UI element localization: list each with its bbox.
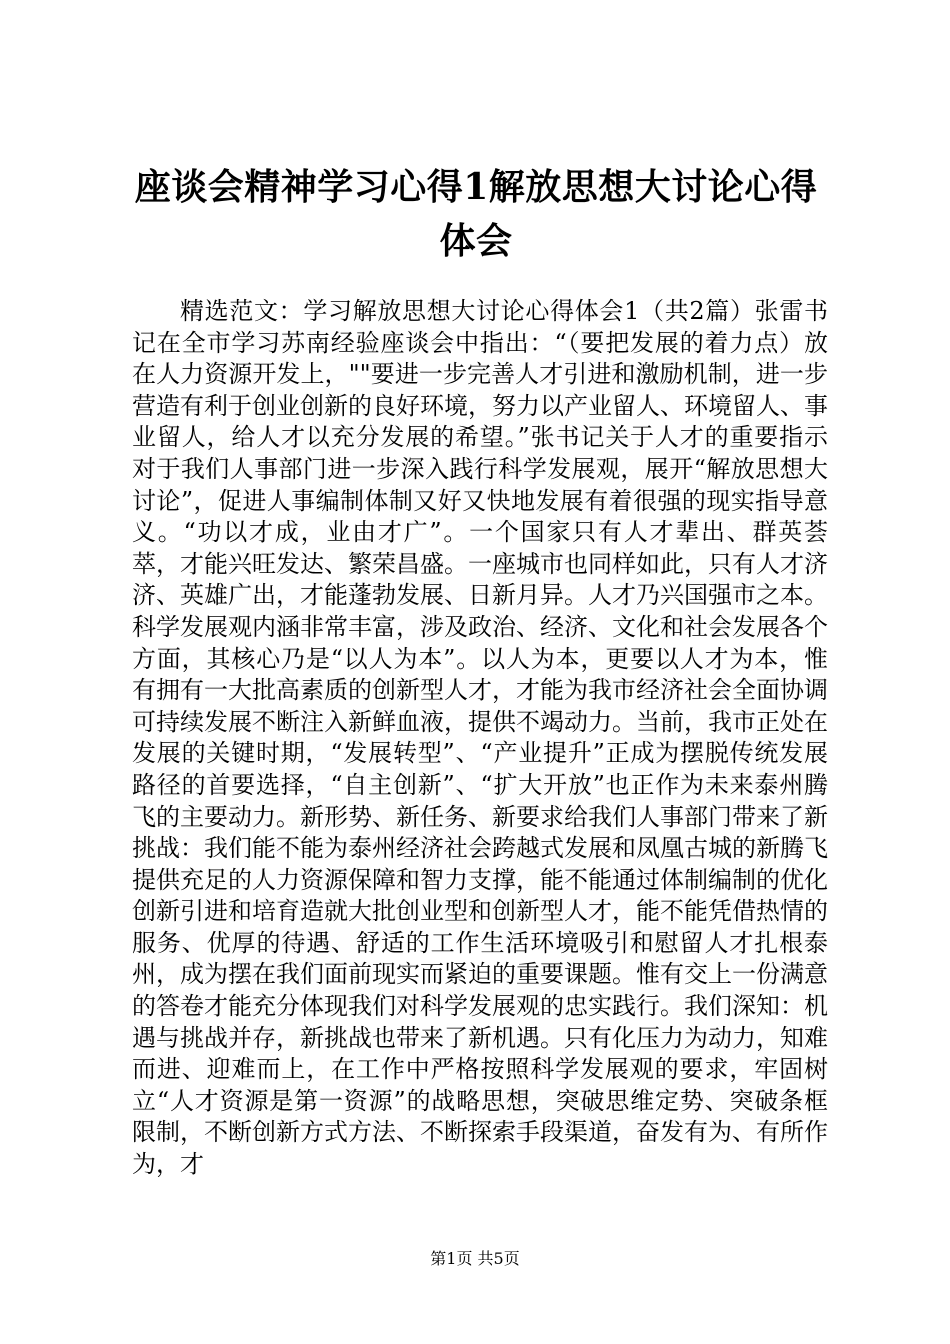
document-body-paragraph: 精选范文：学习解放思想大讨论心得体会1（共2篇）张雷书记在全市学习苏南经验座谈会中指出：“（要把发展的着力点）放在人力资源开发上，""要进一步完善人才引进和激励机制，进一步营造有利于创业创新的良好环境，努力以产业留人、环境留人、事业留人，给人才以充分发展的希望。”张书记关于人才的重要指示对于我们人事部门进一步深入践行科学发展观，展开“解放思想大讨论”，促进人事编制体制又好又快地发展有着很强的现实指导意义。“功以才成，业由才广”。一个国家只有人才辈出、群英荟萃，才能兴旺发达、繁荣昌盛。一座城市也同样如此，只有人才济济、英雄广出，才能蓬勃发展、日新月异。人才乃兴国强市之本。科学发展观内涵非常丰富，涉及政治、经济、文化和社会发展各个方面，其核心乃是“以人为本”。以人为本，更要以人才为本，惟有拥有一大批高素质的创新型人才，才能为我市经济社会全面协调可持续发展不断注入新鲜血液，提供不竭动力。当前，我市正处在发展的关键时期，“发展转型”、“产业提升”正成为摆脱传统发展路径的首要选择，“自主创新”、“扩大开放”也正作为未来泰州腾飞的主要动力。新形势、新任务、新要求给我们人事部门带来了新挑战：我们能不能为泰州经济社会跨越式发展和凤凰古城的新腾飞提供充足的人力资源保障和智力支撑，能不能通过体制编制的优化创新引进和培育造就大批创业型和创新型人才，能不能凭借热情的服务、优厚的待遇、舒适的工作生活环境吸引和慰留人才扎根泰州，成为摆在我们面前现实而紧迫的重要课题。惟有交上一份满意的答卷才能充分体现我们对科学发展观的忠实践行。我们深知：机遇与挑战并存，新挑战也带来了新机遇。只有化压力为动力，知难而进、迎难而上，在工作中严格按照科学发展观的要求，牢固树立“人才资源是第一资源”的战略思想，突破思维定势、突破条框限制，不断创新方式方法、不断探索手段渠道，奋发有为、有所作为，才 [132, 297, 828, 1179]
page-number-footer: 第1页 共5页 [430, 1249, 520, 1268]
document-title: 座谈会精神学习心得1解放思想大讨论心得体会 [134, 166, 818, 262]
